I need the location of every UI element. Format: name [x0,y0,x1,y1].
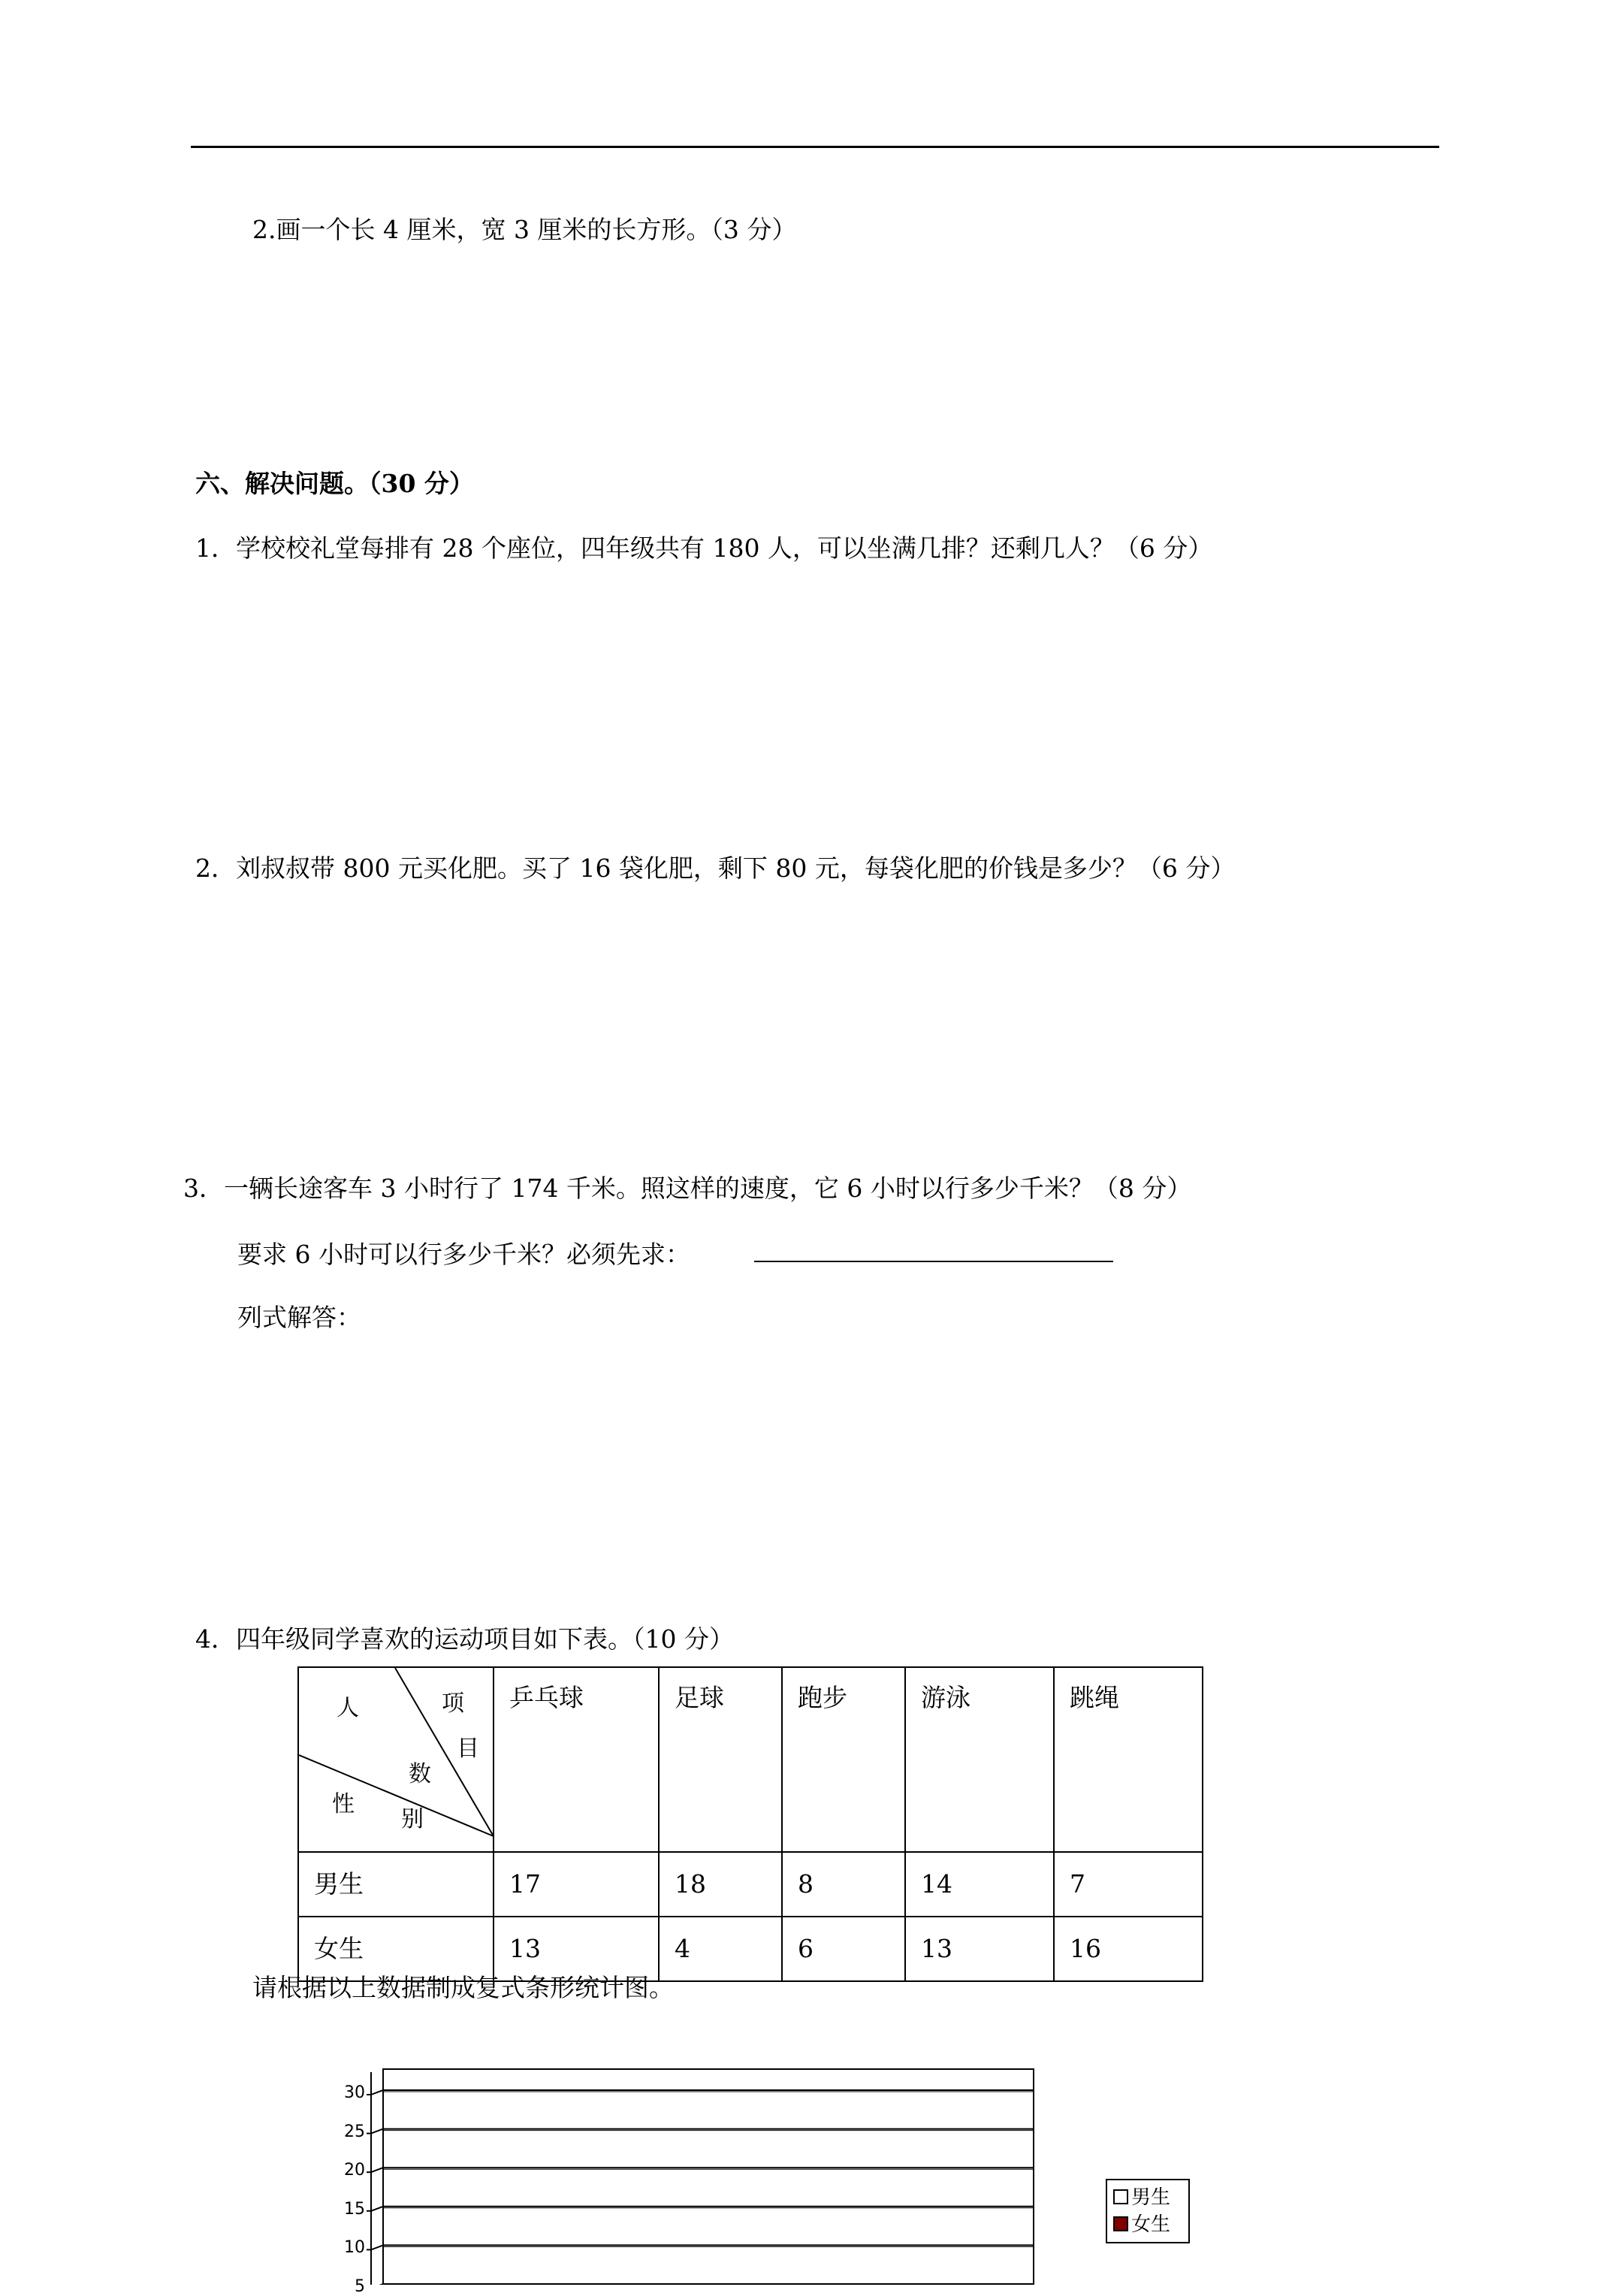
question-draw-rectangle: 2.画一个长 4 厘米，宽 3 厘米的长方形。（3 分） [252,215,797,244]
column-header: 乒乓球 [494,1667,659,1852]
table-cell: 13 [494,1917,659,1981]
legend-item-boys [1113,2186,1170,2209]
gridline-depth [371,2090,383,2095]
corner-label-shu: 数 [409,1761,431,1787]
corner-label-ren: 人 [337,1695,359,1721]
corner-label-bie: 别 [401,1806,424,1832]
column-header: 游泳 [905,1667,1054,1852]
problem-1: 1．学校校礼堂每排有 28 个座位，四年级共有 180 人，可以坐满几排？还剩几人？（6 分） [195,533,1213,563]
section-heading: 六、解决问题。（30 分） [195,469,474,498]
y-tick-label: 25 [344,2122,365,2141]
table-cell: 14 [905,1852,1054,1917]
chart-plot-area [383,2069,1034,2285]
table-cell: 18 [659,1852,782,1917]
legend-item-girls [1113,2213,1170,2236]
column-header: 跳绳 [1054,1667,1203,1852]
gridline-depth [371,2168,383,2172]
table-cell: 16 [1054,1917,1203,1981]
problem-3-solve-label: 列式解答： [237,1303,361,1332]
legend-label-boys: 男生 [1131,2186,1171,2209]
problem-2: 2．刘叔叔带 800 元买化肥。买了 16 袋化肥，剩下 80 元，每袋化肥的价钱是多少？（6 分） [195,853,1236,883]
corner-label-xiang: 项 [442,1690,464,1717]
legend-swatch-boys [1113,2189,1128,2204]
y-tick-label: 5 [355,2277,365,2296]
row-label: 男生 [298,1852,494,1917]
table-cell: 7 [1054,1852,1203,1917]
y-tick-label: 10 [344,2238,365,2258]
table-cell: 8 [782,1852,905,1917]
legend-swatch-girls [1113,2216,1128,2231]
gridline-depth [371,2129,383,2134]
corner-label-mu: 目 [457,1736,479,1762]
column-header: 足球 [659,1667,782,1852]
y-tick-label: 15 [344,2199,365,2219]
problem-3-requirement: 要求 6 小时可以行多少千米？必须先求： [237,1240,690,1269]
gridline-depth [371,2207,383,2211]
problem-4: 4．四年级同学喜欢的运动项目如下表。（10 分） [195,1624,734,1654]
chart-legend [1106,2179,1190,2243]
table-cell: 6 [782,1917,905,1981]
legend-label-girls: 女生 [1131,2213,1171,2236]
problem-3: 3．一辆长途客车 3 小时行了 174 千米。照这样的速度，它 6 小时以行多少千米？（8 分） [183,1174,1192,1203]
row-label: 女生 [298,1917,494,1981]
table-cell: 4 [659,1917,782,1981]
gridline-depth [371,2245,383,2249]
table-cell: 13 [905,1917,1054,1981]
corner-label-xing: 性 [332,1791,355,1817]
column-header: 跑步 [782,1667,905,1852]
y-tick-label: 20 [344,2161,365,2180]
chart-instruction: 请根据以上数据制成复式条形统计图。 [252,1973,674,2002]
table-cell: 17 [494,1852,659,1917]
y-tick-label: 30 [344,2083,365,2102]
